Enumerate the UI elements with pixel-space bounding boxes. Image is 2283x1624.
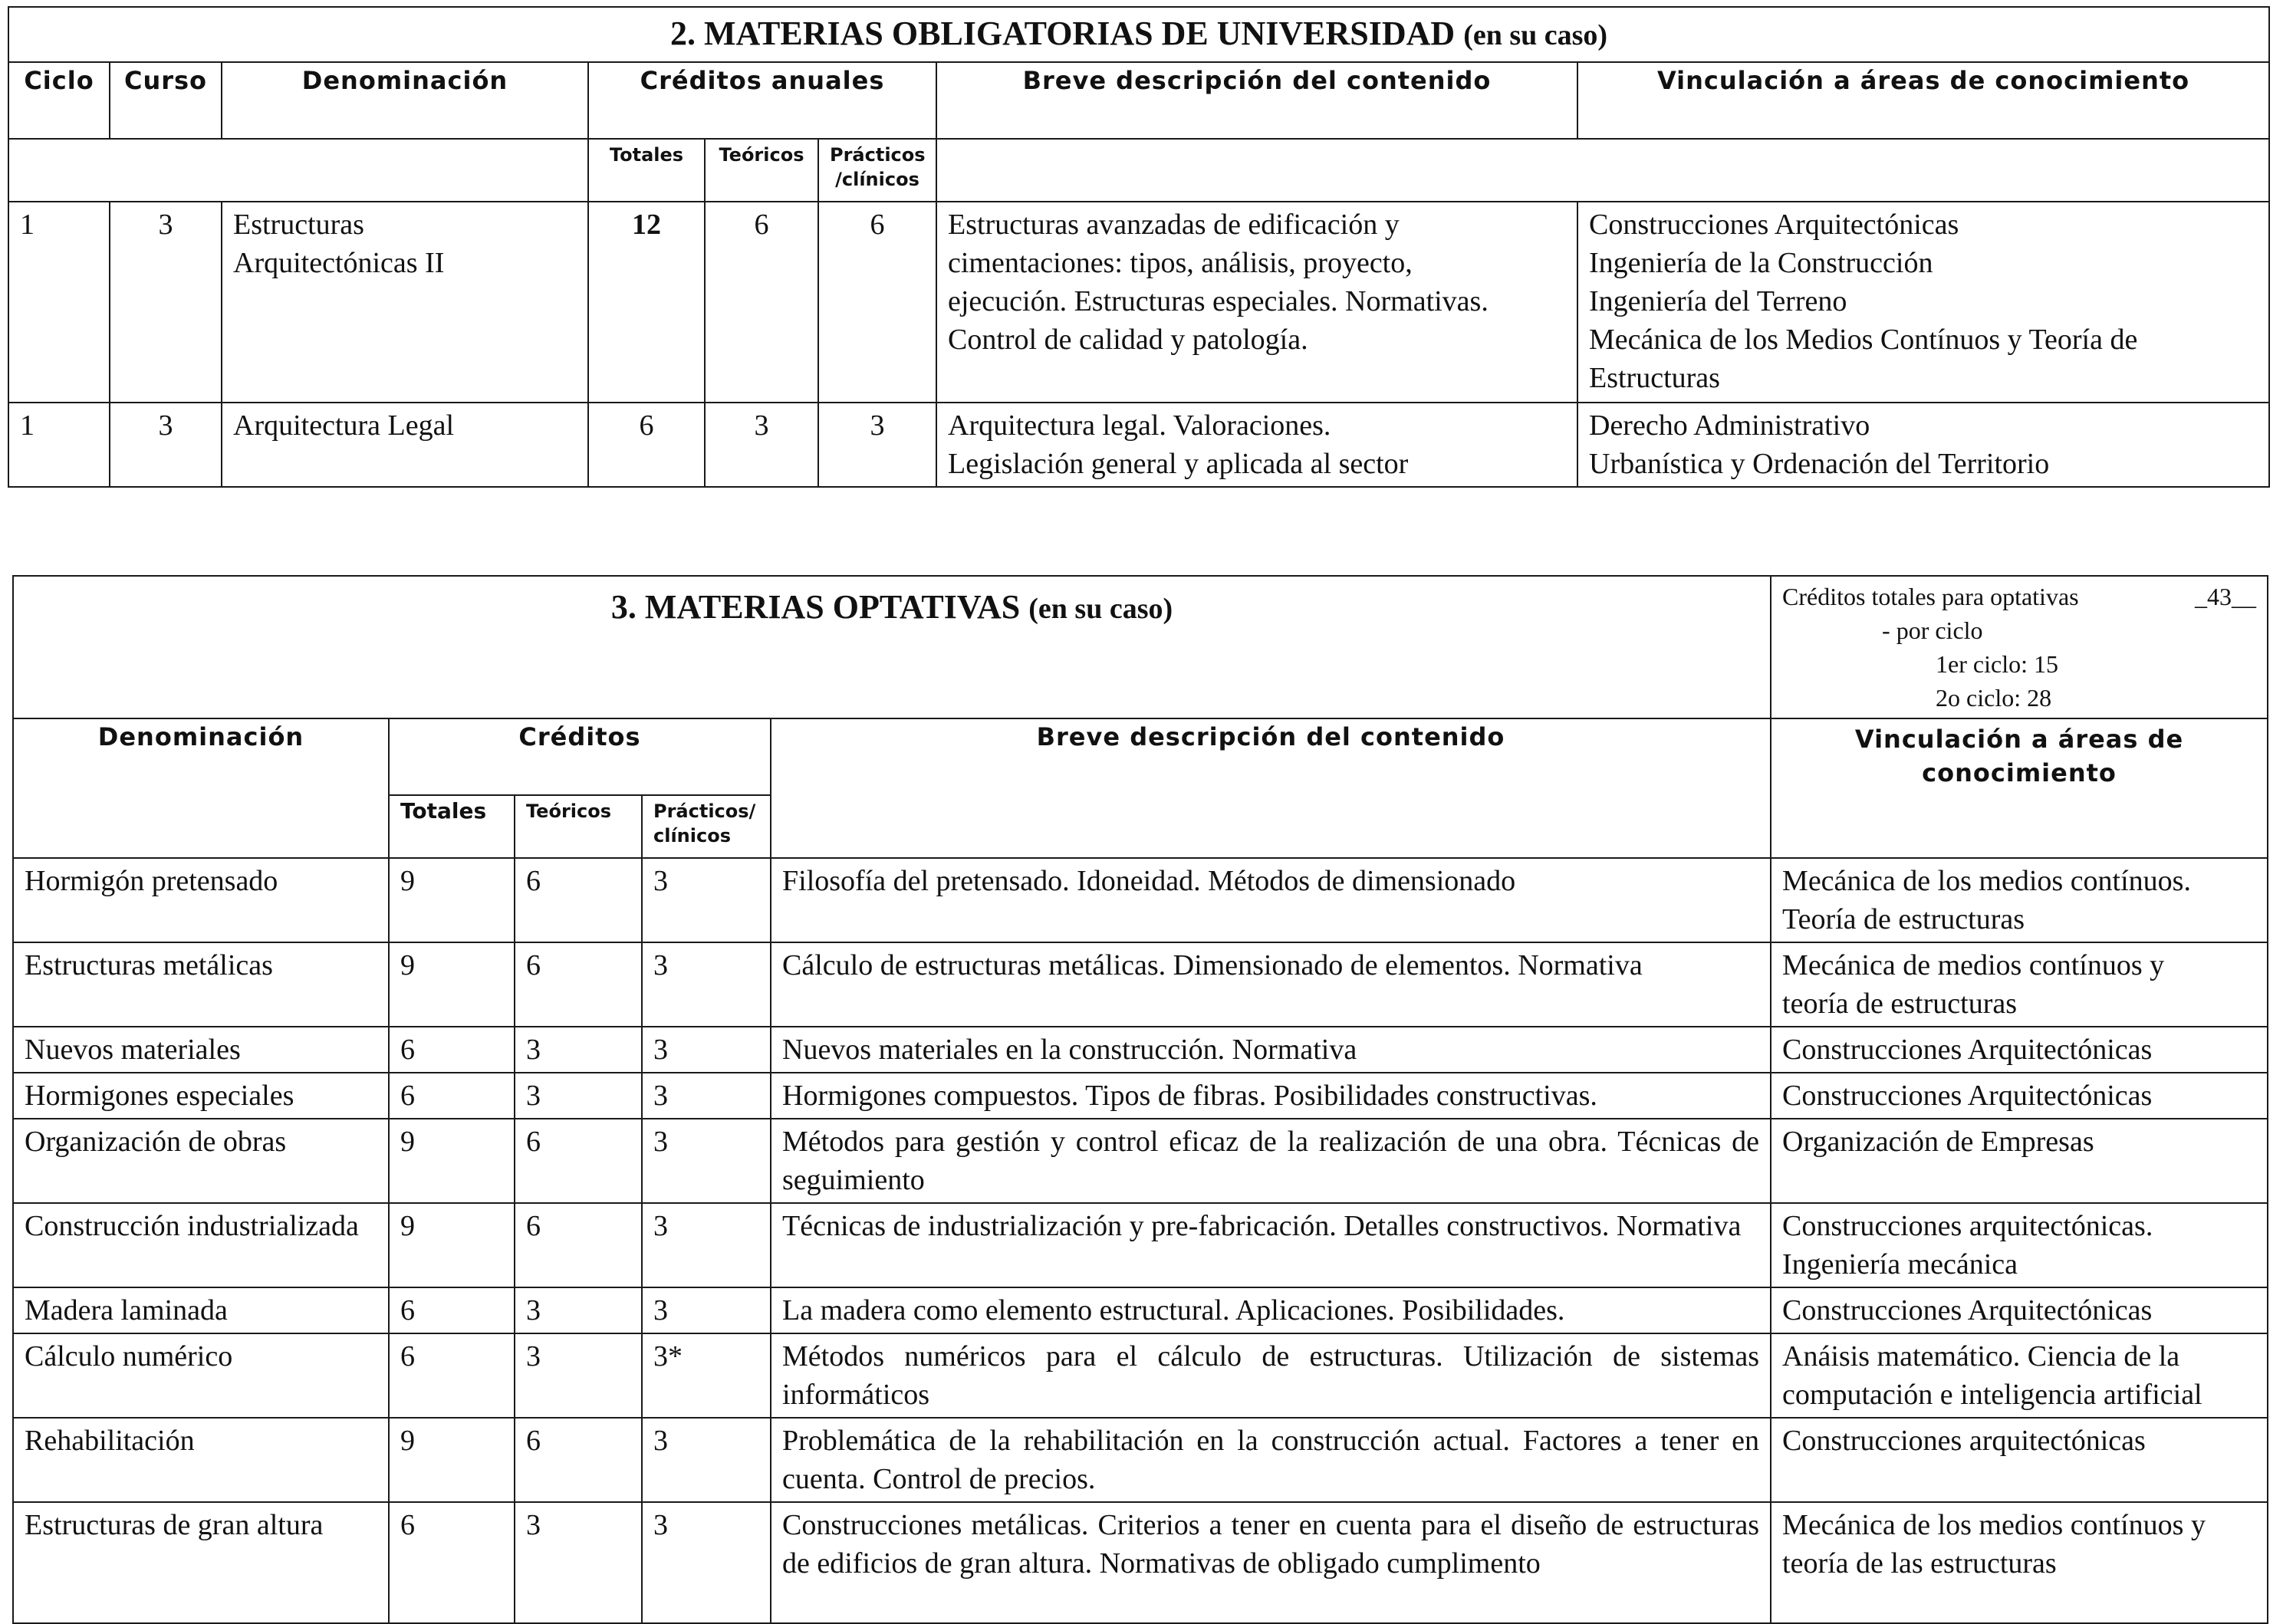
cell-practicos: 3 <box>642 1502 771 1623</box>
text-line: teoría de estructuras <box>1782 988 2017 1020</box>
cell-vinculacion <box>1771 1073 2268 1119</box>
header-descripcion: Breve descripción del contenido <box>771 718 1771 858</box>
cell-ciclo: 1 <box>8 403 110 487</box>
totals-por-ciclo: - por ciclo <box>1882 616 1983 644</box>
cell-totales: 12 <box>588 202 705 403</box>
cell-teoricos: 6 <box>515 1119 642 1203</box>
text-line: Construcciones Arquitectónicas <box>1782 1294 2153 1326</box>
header-practicos: Prácticos /clínicos <box>818 139 936 202</box>
cell-totales: 9 <box>389 1418 515 1502</box>
cell-descripcion <box>936 403 1577 487</box>
cell-practicos: 3 <box>642 1073 771 1119</box>
cell-denominacion: Hormigón pretensado <box>13 858 389 942</box>
cell-totales: 6 <box>389 1502 515 1623</box>
cell-vinculacion <box>1771 1119 2268 1203</box>
header-vinculacion: Vinculación a áreas de conocimiento <box>1577 62 2269 139</box>
cell-totales: 9 <box>389 942 515 1027</box>
cell-teoricos: 6 <box>515 942 642 1027</box>
text-line: Arquitectura legal. Valoraciones. <box>948 409 1331 442</box>
cell-ciclo: 1 <box>8 202 110 403</box>
table-optativas <box>12 575 2268 1624</box>
cell-vinculacion <box>1771 942 2268 1027</box>
text-line: Ingeniería de la Construcción <box>1589 247 1933 279</box>
cell-teoricos: 6 <box>515 1418 642 1502</box>
header-blank <box>8 139 588 202</box>
text-line: Organización de Empresas <box>1782 1126 2094 1158</box>
cell-denominacion: Estructuras de gran altura <box>13 1502 389 1623</box>
optativas-totals <box>1771 576 2268 718</box>
text-line: Construcciones Arquitectónicas <box>1782 1034 2153 1066</box>
cell-totales: 9 <box>389 1119 515 1203</box>
cell-practicos: 3 <box>642 858 771 942</box>
cell-denominacion: Organización de obras <box>13 1119 389 1203</box>
totals-ciclo-2: 2o ciclo: 28 <box>1936 684 2052 712</box>
cell-descripcion: Métodos para gestión y control eficaz de la realización de una obra. Técnicas de seguimiento <box>771 1119 1771 1203</box>
text-line: Arquitectónicas II <box>233 247 445 279</box>
header-curso: Curso <box>110 62 222 139</box>
text-line: computación e inteligencia artificial <box>1782 1379 2202 1411</box>
cell-teoricos: 3 <box>515 1502 642 1623</box>
cell-denominacion: Estructuras metálicas <box>13 942 389 1027</box>
text-line: ejecución. Estructuras especiales. Normativas. <box>948 285 1489 317</box>
cell-practicos: 3 <box>642 1027 771 1073</box>
text-line: Mecánica de los medios contínuos. <box>1782 865 2191 897</box>
table-row <box>13 1119 2268 1203</box>
cell-totales: 6 <box>389 1333 515 1418</box>
cell-practicos: 3 <box>818 403 936 487</box>
header-vinculacion: Vinculación a áreas de conocimiento <box>1771 718 2268 858</box>
header-practicos: Prácticos/ clínicos <box>642 795 771 858</box>
text-line: Legislación general y aplicada al sector <box>948 448 1409 480</box>
cell-vinculacion <box>1771 858 2268 942</box>
text-line: Control de calidad y patología. <box>948 324 1308 356</box>
table-row <box>8 202 2269 403</box>
section-3-title-text: 3. MATERIAS OPTATIVAS <box>610 588 1021 626</box>
cell-practicos: 3* <box>642 1333 771 1418</box>
totals-value: _43__ <box>2195 583 2257 610</box>
cell-descripcion: Hormigones compuestos. Tipos de fibras. Posibilidades constructivas. <box>771 1073 1771 1119</box>
header-totales: Totales <box>389 795 515 858</box>
cell-denominacion: Construcción industrializada <box>13 1203 389 1287</box>
text-line: cimentaciones: tipos, análisis, proyecto, <box>948 247 1413 279</box>
cell-descripcion: Nuevos materiales en la construcción. Normativa <box>771 1027 1771 1073</box>
cell-teoricos: 3 <box>705 403 818 487</box>
cell-teoricos: 3 <box>515 1287 642 1333</box>
cell-totales: 9 <box>389 1203 515 1287</box>
cell-teoricos: 6 <box>705 202 818 403</box>
text-line: Estructuras <box>233 209 364 241</box>
cell-denominacion: Nuevos materiales <box>13 1027 389 1073</box>
text-line: Construcciones Arquitectónicas <box>1782 1080 2153 1112</box>
section-2-title-suffix: (en su caso) <box>1463 19 1608 51</box>
header-blank-right <box>936 139 2269 202</box>
table-row <box>13 1502 2268 1623</box>
table-row <box>13 942 2268 1027</box>
header-creditos: Créditos <box>389 718 771 795</box>
section-3-title-suffix: (en su caso) <box>1028 593 1173 625</box>
cell-practicos: 3 <box>642 942 771 1027</box>
header-teoricos: Teóricos <box>705 139 818 202</box>
cell-practicos: 6 <box>818 202 936 403</box>
cell-denominacion: Rehabilitación <box>13 1418 389 1502</box>
header-teoricos: Teóricos <box>515 795 642 858</box>
text-line: Estructuras avanzadas de edificación y <box>948 209 1400 241</box>
table-row <box>13 1287 2268 1333</box>
text-line: Construcciones Arquitectónicas <box>1589 209 1959 241</box>
section-3-title <box>13 576 1771 718</box>
text-line: teoría de las estructuras <box>1782 1547 2057 1580</box>
cell-vinculacion <box>1771 1027 2268 1073</box>
cell-vinculacion <box>1771 1502 2268 1623</box>
text-line: Mecánica de los Medios Contínuos y Teoría de <box>1589 324 2138 356</box>
text-line: Teoría de estructuras <box>1782 903 2025 935</box>
text-line: Construcciones arquitectónicas <box>1782 1425 2146 1457</box>
text-line: Mecánica de los medios contínuos y <box>1782 1509 2206 1541</box>
cell-totales: 6 <box>389 1287 515 1333</box>
cell-descripcion: Cálculo de estructuras metálicas. Dimensionado de elementos. Normativa <box>771 942 1771 1027</box>
cell-totales: 9 <box>389 858 515 942</box>
cell-teoricos: 3 <box>515 1333 642 1418</box>
table-row <box>13 858 2268 942</box>
cell-vinculacion <box>1771 1287 2268 1333</box>
cell-descripcion: Técnicas de industrialización y pre-fabricación. Detalles constructivos. Normativa <box>771 1203 1771 1287</box>
cell-vinculacion <box>1771 1203 2268 1287</box>
cell-practicos: 3 <box>642 1287 771 1333</box>
cell-denominacion <box>222 202 588 403</box>
table-row <box>13 1203 2268 1287</box>
text-line: Mecánica de medios contínuos y <box>1782 949 2165 981</box>
totals-label-line <box>1782 580 2256 613</box>
text-line: Arquitectura Legal <box>233 409 455 442</box>
text-line: Ingeniería mecánica <box>1782 1248 2018 1280</box>
table-row <box>13 1418 2268 1502</box>
cell-curso: 3 <box>110 202 222 403</box>
totals-ciclo-1: 1er ciclo: 15 <box>1936 650 2058 678</box>
cell-teoricos: 3 <box>515 1073 642 1119</box>
section-2-title-text: 2. MATERIAS OBLIGATORIAS DE UNIVERSIDAD <box>670 15 1456 52</box>
cell-vinculacion <box>1771 1418 2268 1502</box>
text-line: Construcciones arquitectónicas. <box>1782 1210 2153 1242</box>
cell-practicos: 3 <box>642 1418 771 1502</box>
header-totales: Totales <box>588 139 705 202</box>
text-line: Anáisis matemático. Ciencia de la <box>1782 1340 2180 1373</box>
cell-vinculacion <box>1577 202 2269 403</box>
cell-teoricos: 6 <box>515 1203 642 1287</box>
totals-label: Créditos totales para optativas <box>1782 583 2079 610</box>
text-line: Estructuras <box>1589 362 1720 394</box>
table-obligatorias <box>8 6 2270 488</box>
header-denominacion: Denominación <box>13 718 389 858</box>
cell-vinculacion <box>1577 403 2269 487</box>
table-row <box>13 1073 2268 1119</box>
table-row <box>13 1027 2268 1073</box>
cell-totales: 6 <box>389 1073 515 1119</box>
text-line: Urbanística y Ordenación del Territorio <box>1589 448 2050 480</box>
cell-denominacion: Hormigones especiales <box>13 1073 389 1119</box>
cell-practicos: 3 <box>642 1203 771 1287</box>
cell-teoricos: 6 <box>515 858 642 942</box>
cell-vinculacion <box>1771 1333 2268 1418</box>
cell-practicos: 3 <box>642 1119 771 1203</box>
header-creditos-anuales: Créditos anuales <box>588 62 936 139</box>
text-line: Ingeniería del Terreno <box>1589 285 1847 317</box>
cell-descripcion: Filosofía del pretensado. Idoneidad. Métodos de dimensionado <box>771 858 1771 942</box>
text-line: Derecho Administrativo <box>1589 409 1870 442</box>
header-descripcion: Breve descripción del contenido <box>936 62 1577 139</box>
cell-teoricos: 3 <box>515 1027 642 1073</box>
cell-curso: 3 <box>110 403 222 487</box>
table-row <box>8 403 2269 487</box>
cell-totales: 6 <box>389 1027 515 1073</box>
cell-descripcion <box>936 202 1577 403</box>
cell-descripcion: Problemática de la rehabilitación en la construcción actual. Factores a tener en cuenta. Control de precios. <box>771 1418 1771 1502</box>
header-ciclo: Ciclo <box>8 62 110 139</box>
cell-totales: 6 <box>588 403 705 487</box>
cell-descripcion: La madera como elemento estructural. Aplicaciones. Posibilidades. <box>771 1287 1771 1333</box>
cell-denominacion: Cálculo numérico <box>13 1333 389 1418</box>
cell-descripcion: Métodos numéricos para el cálculo de estructuras. Utilización de sistemas informáticos <box>771 1333 1771 1418</box>
cell-descripcion: Construcciones metálicas. Criterios a tener en cuenta para el diseño de estructuras de edificios de gran altura. Normativas de obligado cumplimento <box>771 1502 1771 1623</box>
table-row <box>13 1333 2268 1418</box>
cell-denominacion <box>222 403 588 487</box>
cell-denominacion: Madera laminada <box>13 1287 389 1333</box>
section-2-title <box>8 7 2269 62</box>
header-denominacion: Denominación <box>222 62 588 139</box>
